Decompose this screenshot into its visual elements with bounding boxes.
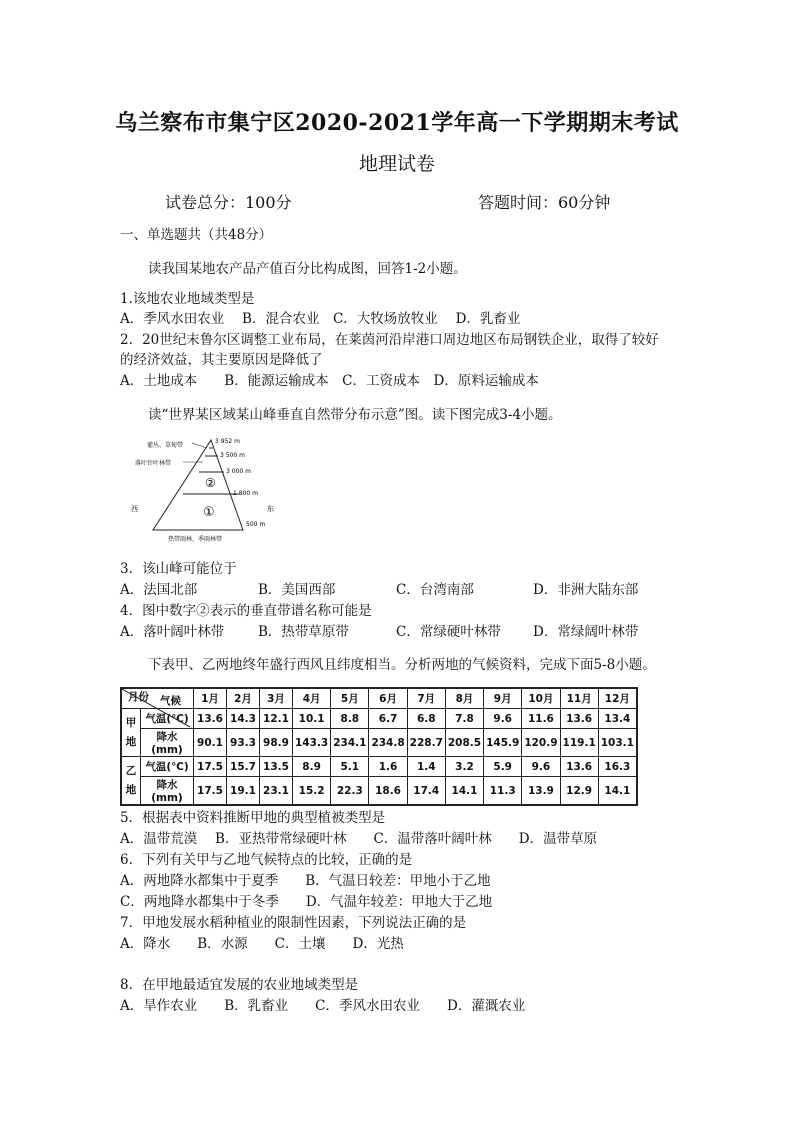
elev-3952: 3 952 m xyxy=(215,438,240,445)
intro-3-4: 读“世界某区域某山峰垂直自然带分布示意”图。读下图完成3-4小题。 xyxy=(148,407,562,423)
cell: 1.4 xyxy=(407,757,445,777)
cell: 6.8 xyxy=(407,709,445,729)
cell: 120.9 xyxy=(522,729,560,757)
month-header: 8月 xyxy=(445,688,483,709)
cell: 11.6 xyxy=(522,709,560,729)
cell: 90.1 xyxy=(194,729,227,757)
q4-option-d: D．常绿阔叶林带 xyxy=(533,624,639,640)
q3-stem: 3．该山峰可能位于 xyxy=(120,561,237,577)
cell: 8.8 xyxy=(331,709,369,729)
q3-option-d: D．非洲大陆东部 xyxy=(533,582,639,598)
cell: 103.1 xyxy=(598,729,637,757)
cell: 15.7 xyxy=(227,757,260,777)
cell: 13.6 xyxy=(194,709,227,729)
cell: 1.6 xyxy=(369,757,407,777)
q2-options: A．土地成本 B．能源运输成本 C．工资成本 D．原料运输成本 xyxy=(120,373,539,389)
corner-month: 月份 xyxy=(128,691,149,703)
section-heading: 一、单选题共（共48分） xyxy=(120,227,273,243)
elev-3500: 3 500 m xyxy=(220,452,245,459)
cell: 119.1 xyxy=(560,729,598,757)
q3-option-a: A．法国北部 xyxy=(120,582,198,598)
cell: 9.6 xyxy=(484,709,522,729)
elev-3000: 3 000 m xyxy=(226,468,251,475)
cell: 18.6 xyxy=(369,777,407,806)
q7-options: A．降水 B．水源 C．土壤 D．光热 xyxy=(120,936,404,952)
q4-stem: 4．图中数字②表示的垂直带谱名称可能是 xyxy=(120,603,372,619)
cell: 7.8 xyxy=(445,709,483,729)
cell: 208.5 xyxy=(445,729,483,757)
cell: 234.1 xyxy=(331,729,369,757)
cell: 19.1 xyxy=(227,777,260,806)
q4-option-c: C．常绿硬叶林带 xyxy=(396,624,501,640)
cell: 10.1 xyxy=(293,709,331,729)
elev-500: 500 m xyxy=(246,521,266,528)
cell: 8.9 xyxy=(293,757,331,777)
q7-stem: 7．甲地发展水稻种植业的限制性因素，下列说法正确的是 xyxy=(120,915,467,931)
q6-options-ab: A．两地降水都集中于夏季 B．气温日较差：甲地小于乙地 xyxy=(120,873,491,889)
month-header: 9月 xyxy=(484,688,522,709)
row-label-precip: 降水(mm) xyxy=(141,777,194,806)
zone-mark-1: ① xyxy=(203,505,215,520)
cell: 22.3 xyxy=(331,777,369,806)
month-header: 1月 xyxy=(194,688,227,709)
direction-west: 西 xyxy=(131,505,138,513)
month-header: 2月 xyxy=(227,688,260,709)
zone-mark-2: ② xyxy=(205,476,216,490)
total-score: 试卷总分：100分 xyxy=(165,193,292,212)
cell: 23.1 xyxy=(260,777,293,806)
exam-time: 答题时间：60分钟 xyxy=(478,193,611,212)
cell: 12.1 xyxy=(260,709,293,729)
cell: 5.9 xyxy=(484,757,522,777)
page-title: 乌兰察布市集宁区2020-2021学年高一下学期期末考试 xyxy=(115,110,679,136)
table-row xyxy=(121,709,637,729)
q8-options: A．旱作农业 B．乳畜业 C．季风水田农业 D．灌溉农业 xyxy=(120,998,526,1014)
intro-5-8: 下表甲、乙两地终年盛行西风且纬度相当。分析两地的气候资料，完成下面5-8小题。 xyxy=(148,657,656,673)
q3-option-b: B．美国西部 xyxy=(258,582,336,598)
cell: 143.3 xyxy=(293,729,331,757)
q2-stem-cont: 的经济效益，其主要原因是降低了 xyxy=(120,352,323,368)
zone-tropical-rainforest: 热带雨林、季雨林带 xyxy=(168,536,223,543)
month-header: 5月 xyxy=(331,688,369,709)
month-header: 12月 xyxy=(598,688,637,709)
q3-option-c: C．台湾南部 xyxy=(396,582,474,598)
elev-1800: 1 800 m xyxy=(233,490,258,497)
corner-climate: 气候 xyxy=(160,695,181,707)
cell: 93.3 xyxy=(227,729,260,757)
cell: 9.6 xyxy=(522,757,560,777)
intro-1-2: 读我国某地农产品产值百分比构成图，回答1-2小题。 xyxy=(148,261,467,277)
cell: 13.6 xyxy=(560,757,598,777)
cell: 14.3 xyxy=(227,709,260,729)
cell: 14.1 xyxy=(598,777,637,806)
q1-options: A．季风水田农业 B．混合农业 C．大牧场放牧业 D．乳畜业 xyxy=(120,311,521,327)
zone-deciduous-conifer: 落叶针叶林带 xyxy=(135,460,172,467)
row-label-temp: 气温(℃) xyxy=(141,709,194,729)
month-header: 6月 xyxy=(369,688,407,709)
cell: 234.8 xyxy=(369,729,407,757)
table-row xyxy=(121,757,637,777)
cell: 16.3 xyxy=(598,757,637,777)
cell: 17.4 xyxy=(407,777,445,806)
month-header: 7月 xyxy=(407,688,445,709)
place-jia: 甲 地 xyxy=(121,709,141,757)
climate-table xyxy=(120,687,638,806)
month-header: 11月 xyxy=(560,688,598,709)
q4-option-a: A．落叶阔叶林带 xyxy=(120,624,225,640)
cell: 5.1 xyxy=(331,757,369,777)
cell: 17.5 xyxy=(194,777,227,806)
cell: 98.9 xyxy=(260,729,293,757)
cell: 145.9 xyxy=(484,729,522,757)
month-header: 3月 xyxy=(260,688,293,709)
q2-stem: 2．20世纪末鲁尔区调整工业布局，在莱茵河沿岸港口周边地区布局钢铁企业，取得了较好 xyxy=(120,332,659,348)
month-header: 4月 xyxy=(293,688,331,709)
q1-stem: 1.该地农业地域类型是 xyxy=(120,291,255,307)
cell: 17.5 xyxy=(194,757,227,777)
cell: 13.4 xyxy=(598,709,637,729)
cell: 12.9 xyxy=(560,777,598,806)
cell: 13.5 xyxy=(260,757,293,777)
cell: 14.1 xyxy=(445,777,483,806)
zone-shrub-meadow: 灌丛、草甸带 xyxy=(147,442,184,449)
q5-options: A．温带荒漠 B．亚热带常绿硬叶林 C．温带落叶阔叶林 D．温带草原 xyxy=(120,831,598,847)
cell: 6.7 xyxy=(369,709,407,729)
q5-stem: 5．根据表中资料推断甲地的典型植被类型是 xyxy=(120,810,386,826)
cell: 13.6 xyxy=(560,709,598,729)
cell: 11.3 xyxy=(484,777,522,806)
direction-east: 东 xyxy=(267,505,274,513)
mountain-zone-figure xyxy=(125,434,285,552)
q8-stem: 8．在甲地最适宜发展的农业地域类型是 xyxy=(120,977,359,993)
place-yi: 乙 地 xyxy=(121,757,141,806)
cell: 15.2 xyxy=(293,777,331,806)
cell: 228.7 xyxy=(407,729,445,757)
cell: 3.2 xyxy=(445,757,483,777)
row-label-precip: 降水(mm) xyxy=(141,729,194,757)
table-row xyxy=(121,777,637,806)
table-header-row xyxy=(121,688,637,709)
cell: 13.9 xyxy=(522,777,560,806)
q6-options-cd: C．两地降水都集中于冬季 D．气温年较差：甲地大于乙地 xyxy=(120,894,493,910)
q4-option-b: B．热带草原带 xyxy=(258,624,349,640)
q6-stem: 6．下列有关甲与乙地气候特点的比较，正确的是 xyxy=(120,852,413,868)
month-header: 10月 xyxy=(522,688,560,709)
row-label-temp: 气温(℃) xyxy=(141,757,194,777)
table-corner xyxy=(121,688,194,709)
table-row xyxy=(121,729,637,757)
page-subtitle: 地理试卷 xyxy=(358,153,435,175)
